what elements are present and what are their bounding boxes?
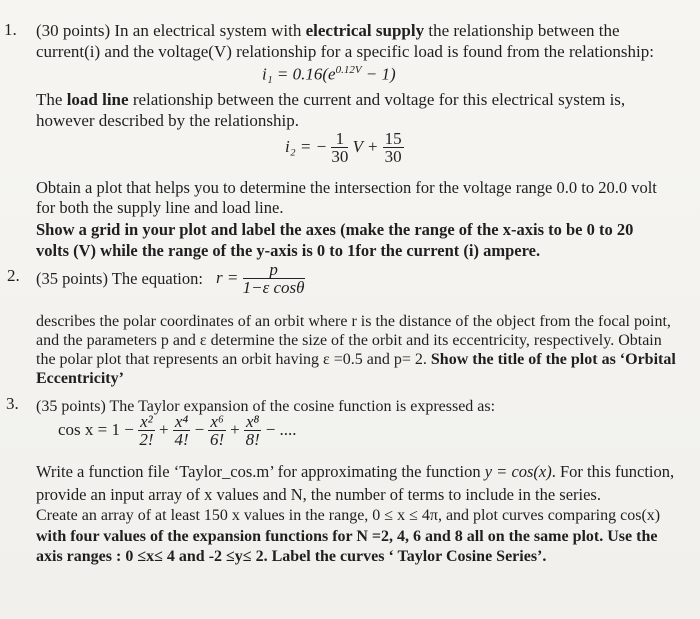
q1-line7: Show a grid in your plot and label the axes (make the range of the x-axis to be 0 to 20	[36, 220, 634, 239]
q3-line2	[36, 462, 674, 481]
q1-line3-a: The	[36, 90, 67, 109]
q1-eq1-tail: − 1)	[361, 64, 396, 84]
q2-eq-lhs: r =	[216, 267, 239, 287]
q3-line2-function: y = cos(x)	[484, 462, 552, 481]
q3-line1: (35 points) The Taylor expansion of the cosine function is expressed as:	[36, 398, 496, 415]
q3-term2	[173, 414, 190, 448]
q1-line1-c: the relationship between the	[424, 21, 620, 40]
q3-term3	[208, 414, 225, 448]
q3-line2-c: . For this function,	[551, 462, 675, 481]
q1-line5: Obtain a plot that helps you to determine the intersection for the voltage range 0.0 to 20.0 volt	[36, 178, 657, 197]
q1-eq2-fraction1	[331, 131, 348, 165]
q2-line4	[36, 350, 676, 369]
q3-term3-den: 6!	[210, 430, 225, 449]
q1-line2: current(i) and the voltage(V) relationship for a specific load is found from the relationship:	[36, 42, 654, 61]
q2-eq-fraction	[243, 262, 305, 296]
q2-line3: and the parameters p and ε determine the size of the orbit and its eccentricity, respectively. Obtain	[36, 332, 662, 349]
q3-term2-den: 4!	[174, 430, 189, 449]
q1-eq2-f1-den: 30	[331, 147, 349, 166]
q2-line4-a: the polar plot that represents an orbit having ε =0.5 and p= 2.	[36, 351, 431, 368]
q3-term2-num: x⁴	[174, 412, 189, 431]
q3-term1	[138, 414, 155, 448]
q1-electrical-supply: electrical supply	[305, 21, 425, 40]
q1-eq2-f2-den: 30	[384, 147, 402, 166]
q2-line2: describes the polar coordinates of an orbit where r is the distance of the object from the focal point,	[36, 313, 671, 330]
q2-line4-b: Show the title of the plot as ‘Orbital	[430, 351, 676, 368]
q3-term1-den: 2!	[139, 430, 154, 449]
q3-number: 3.	[6, 394, 19, 413]
q2-orbit-equation	[216, 262, 305, 296]
q1-eq2-fraction2	[383, 131, 404, 165]
q2-line5: Eccentricity’	[36, 370, 124, 387]
q2-line1: (35 points) The equation:	[36, 269, 203, 288]
q3-term4-num: x⁸	[245, 412, 260, 431]
q1-eq2-lhs: i₂ = −	[285, 136, 328, 156]
q2-number: 2.	[7, 266, 20, 285]
q3-term1-num: x²	[140, 412, 153, 431]
q1-line6: for both the supply line and load line.	[36, 198, 284, 217]
q1-load-line: load line	[66, 90, 129, 109]
q3-line3: provide an input array of x values and N, the number of terms to include in the series.	[36, 485, 601, 504]
q1-eq2-f2-num: 15	[384, 129, 402, 148]
q1-line4: however described by the relationship.	[36, 111, 299, 130]
q1-line3-c: relationship between the current and voltage for this electrical system is,	[128, 90, 626, 109]
q1-line1	[36, 21, 620, 40]
q3-term4-den: 8!	[245, 430, 260, 449]
q1-line1-a: (30 points) In an electrical system with	[36, 21, 306, 40]
q3-line6: axis ranges : 0 ≤x≤ 4 and -2 ≤y≤ 2. Label the curves ‘ Taylor Cosine Series’.	[36, 548, 547, 565]
q3-line5: with four values of the expansion functions for N =2, 4, 6 and 8 all on the same plot. Use the	[36, 528, 658, 545]
q2-eq-den: 1−ε cosθ	[242, 278, 305, 297]
q3-eq-tail: − ....	[265, 419, 297, 439]
q1-eq1-lhs: i₁ = 0.16(e	[262, 64, 336, 84]
q2-eq-num: p	[243, 262, 305, 279]
q1-line3	[36, 90, 625, 109]
q1-line8: volts (V) while the range of the y-axis is 0 to 1for the current (i) ampere.	[36, 241, 541, 260]
q1-number: 1.	[4, 20, 17, 39]
q3-taylor-equation: cos x = 1 − $\frac{\text{x²}}{2!}$ + $\frac{\text{x⁴}}{4!}$ − $\frac{\text{x⁶}}{6!}$ + $\frac{\text{x⁸}}{8!}$ − ....	[58, 412, 297, 449]
q3-line4: Create an array of at least 150 x values in the range, 0 ≤ x ≤ 4π, and plot curves comparing cos(x)	[36, 507, 661, 524]
q1-eq1-exponent: 0.12V	[335, 64, 362, 76]
q3-line2-a: Write a function file ‘Taylor_cos.m’ for approximating the function	[36, 462, 485, 481]
q1-eq2-f1-num: 1	[331, 131, 348, 148]
q3-term4	[244, 414, 261, 448]
q1-supply-equation	[262, 64, 396, 85]
q3-eq-lhs: cos x = 1 −	[58, 419, 134, 439]
q1-load-equation	[285, 131, 404, 165]
q1-eq2-mid: V +	[352, 136, 379, 156]
q3-term3-num: x⁶	[210, 412, 224, 431]
